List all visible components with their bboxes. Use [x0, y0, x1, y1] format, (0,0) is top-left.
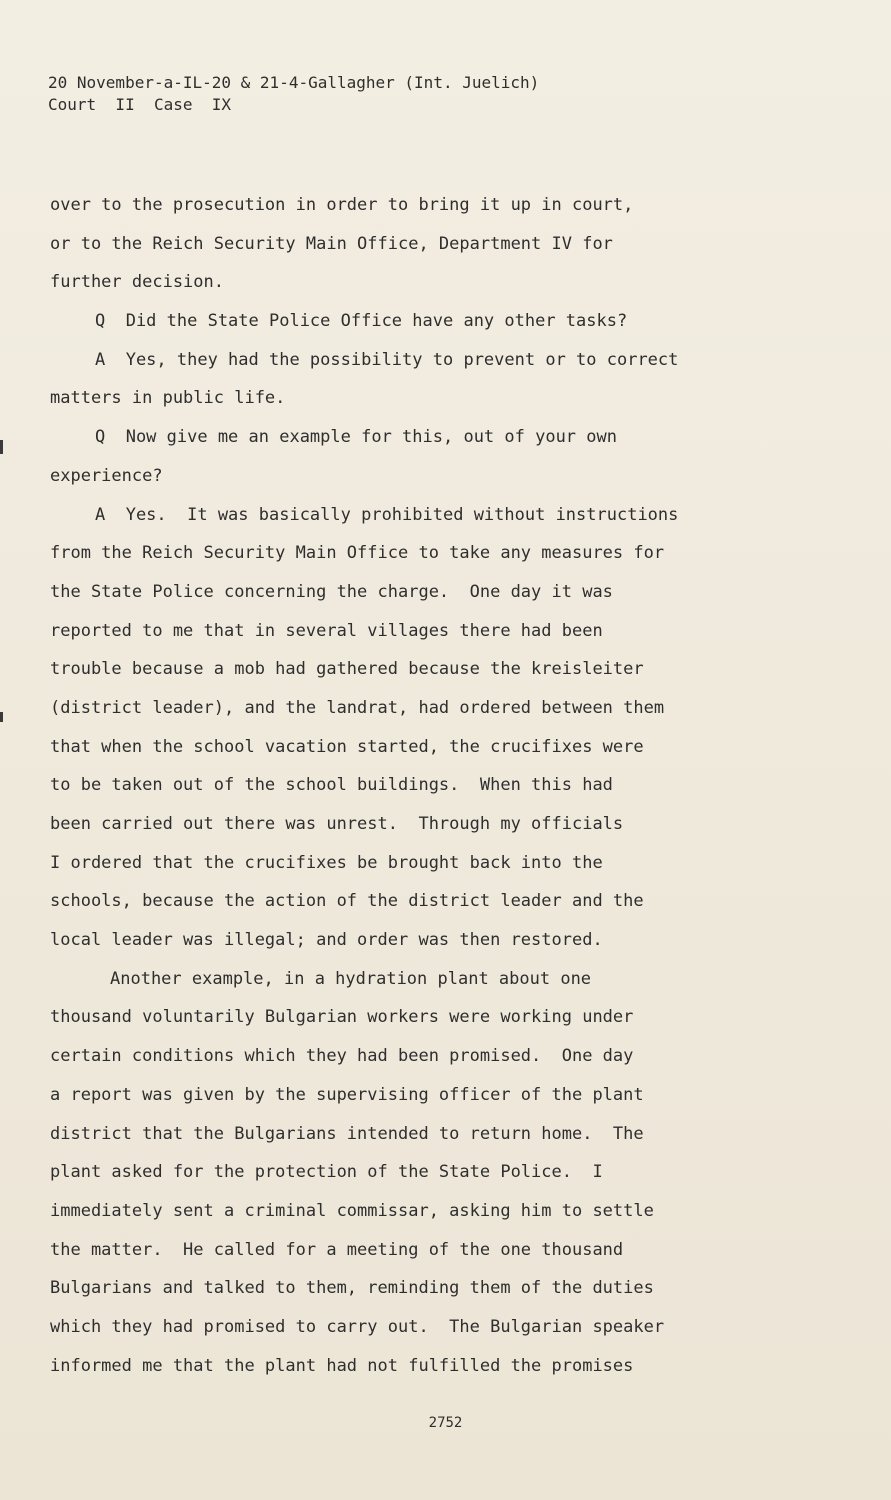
transcript-line: or to the Reich Security Main Office, Department IV for	[50, 233, 613, 254]
transcript-line: local leader was illegal; and order was then restored.	[50, 930, 603, 951]
transcript-line: matters in public life.	[50, 388, 286, 409]
answer-line: A Yes, they had the possibility to prevent or to correct	[95, 349, 679, 370]
transcript-line: certain conditions which they had been promised. One day	[50, 1046, 634, 1067]
transcript-line: the matter. He called for a meeting of the one thousand	[50, 1239, 624, 1260]
transcript-line: which they had promised to carry out. The Bulgarian speaker	[50, 1316, 665, 1337]
question-line: Q Now give me an example for this, out of your own	[95, 427, 617, 448]
transcript-line: over to the prosecution in order to bring it up in court,	[50, 195, 634, 215]
transcript-line: reported to me that in several villages there had been	[50, 620, 603, 641]
header-session-line: 20 November-a-IL-20 & 21-4-Gallagher (Int. Juelich)	[48, 73, 540, 92]
answer-line: A Yes. It was basically prohibited without instructions	[95, 504, 679, 525]
transcript-line: a report was given by the supervising officer of the plant	[50, 1084, 644, 1105]
transcript-line: from the Reich Security Main Office to take any measures for	[50, 543, 665, 564]
transcript-line: further decision.	[50, 272, 224, 293]
transcript-line: to be taken out of the school buildings. When this had	[50, 775, 613, 796]
page-number: 2752	[428, 1415, 463, 1431]
paragraph-start-line: Another example, in a hydration plant about one	[110, 968, 592, 989]
transcript-line: the State Police concerning the charge. One day it was	[50, 581, 613, 602]
transcript-line: plant asked for the protection of the State Police. I	[50, 1162, 603, 1183]
transcript-line: district that the Bulgarians intended to return home. The	[50, 1123, 644, 1144]
transcript-line: (district leader), and the landrat, had ordered between them	[50, 697, 665, 718]
transcript-line: thousand voluntarily Bulgarian workers were working under	[50, 1007, 634, 1028]
transcript-line: experience?	[50, 465, 163, 486]
binding-edge-mark	[0, 440, 3, 454]
question-line: Q Did the State Police Office have any other tasks?	[95, 311, 628, 332]
transcript-line: schools, because the action of the district leader and the	[50, 891, 644, 912]
binding-edge-mark	[0, 712, 3, 722]
transcript-line: that when the school vacation started, the crucifixes were	[50, 736, 644, 757]
transcript-line: immediately sent a criminal commissar, asking him to settle	[50, 1200, 654, 1221]
transcript-line: trouble because a mob had gathered because the kreisleiter	[50, 659, 644, 680]
transcript-line: Bulgarians and talked to them, reminding them of the duties	[50, 1278, 654, 1299]
transcript-line: been carried out there was unrest. Through my officials	[50, 814, 624, 834]
transcript-line: informed me that the plant had not fulfilled the promises	[50, 1355, 634, 1376]
transcript-body	[50, 186, 770, 1385]
transcript-line: I ordered that the crucifixes be brought back into the	[50, 852, 603, 873]
document-header	[48, 72, 539, 116]
header-court-line: Court II Case IX	[48, 95, 232, 114]
